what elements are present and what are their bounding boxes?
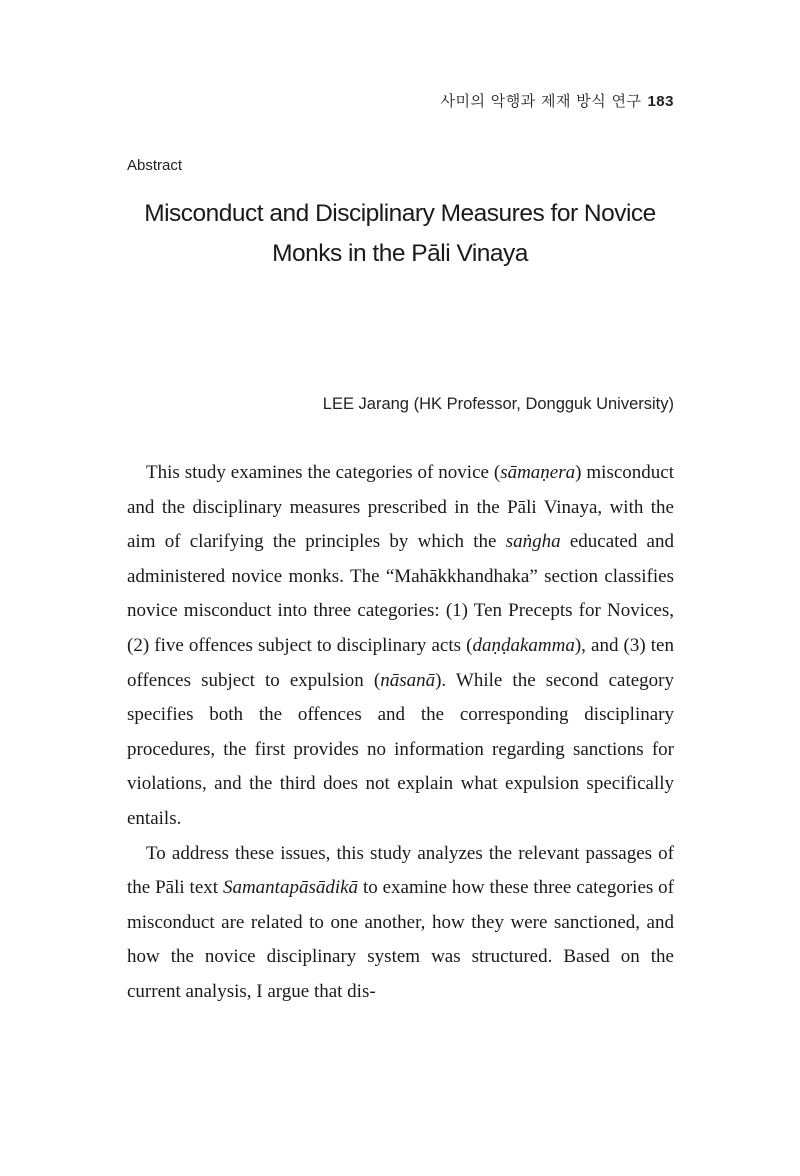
running-header	[441, 90, 675, 111]
italic-term: saṅgha	[505, 531, 561, 553]
text-segment: educated and administered novice monks. The “Mahākkhandhaka” section classifies novice misconduct into three categories: (1) Ten Precepts for Novices, (2) five offences subject to disciplinary acts (	[127, 531, 674, 656]
text-segment: to examine how these three categories of misconduct are related to one another, how they were sanctioned, and how the novice disciplinary system was structured. Based on the current analysis, I argue that dis-	[127, 877, 674, 1002]
italic-term: Samantapāsādikā	[222, 877, 359, 899]
text-segment: To address these issues, this study analyzes the relevant passages of the Pāli text	[127, 842, 674, 899]
abstract-paragraph-2	[127, 837, 674, 1010]
italic-term: sāmaṇera	[500, 462, 576, 483]
text-segment: This study examines the categories of novice (	[146, 462, 501, 483]
title-line-2: Monks in the Pāli Vinaya	[272, 240, 528, 267]
italic-term: daṇḍakamma	[472, 634, 575, 656]
abstract-paragraph-1	[127, 456, 674, 837]
page-number: 183	[647, 93, 674, 110]
author-line: LEE Jarang (HK Professor, Dongguk University)	[322, 395, 674, 413]
text-segment: ) misconduct and the disciplinary measures prescribed in the Pāli Vinaya, with the aim of clarifying the principles by which the	[127, 462, 674, 553]
paper-title	[110, 194, 690, 274]
section-label: Abstract	[127, 157, 183, 174]
abstract-body	[127, 456, 674, 1010]
italic-term: nāsanā	[380, 669, 436, 691]
title-line-1: Misconduct and Disciplinary Measures for Novice	[144, 200, 656, 227]
text-segment: ), and (3) ten offences subject to expulsion (	[127, 634, 674, 691]
running-title: 사미의 악행과 제재 방식 연구	[440, 92, 642, 110]
text-segment: ). While the second category specifies both the offences and the corresponding disciplinary procedures, the first provides no information regarding sanctions for violations, and the third does not explain what expulsion specifically entails.	[127, 669, 674, 829]
